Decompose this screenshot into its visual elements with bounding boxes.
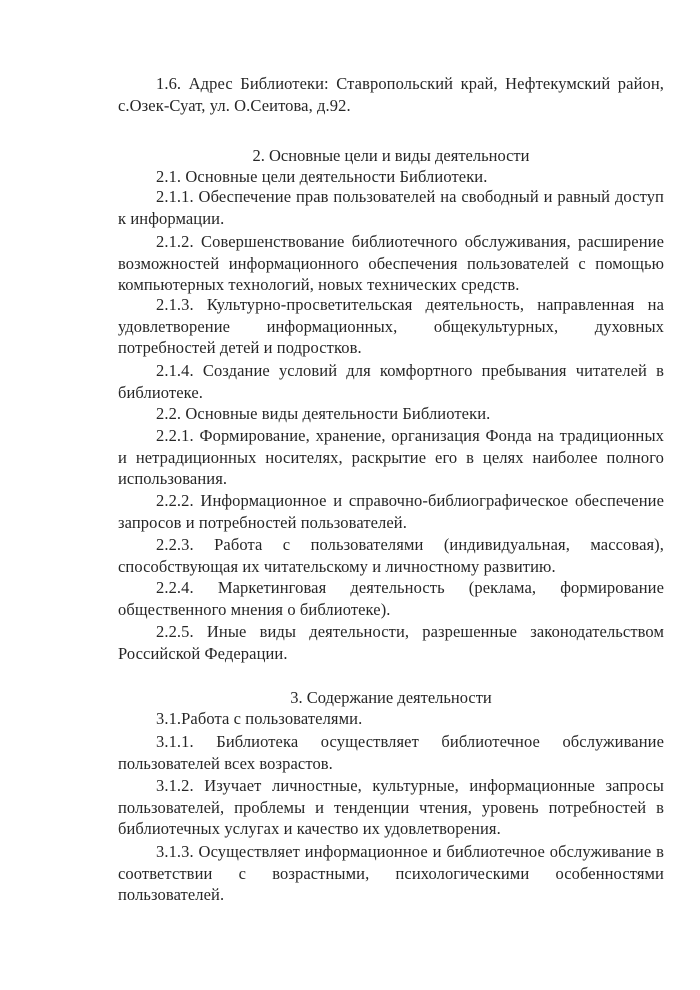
paragraph-2-1-1: 2.1.1. Обеспечение прав пользователей на свободный и равный доступ к информации. <box>118 187 664 228</box>
paragraph-2-1-4: 2.1.4. Создание условий для комфортного пребывания читателей в библиотеке. <box>118 361 664 402</box>
paragraph-2-2: 2.2. Основные виды деятельности Библиотеки. <box>156 404 491 423</box>
paragraph-2-2-5: 2.2.5. Иные виды деятельности, разрешенные законодательством Российской Федерации. <box>118 622 664 663</box>
paragraph-1-6: 1.6. Адрес Библиотеки: Ставропольский край, Нефтекумский район, с.Озек-Суат, ул. О.Сеитова, д.92. <box>118 74 664 115</box>
paragraph-2-2-2: 2.2.2. Информационное и справочно-библиографическое обеспечение запросов и потребностей пользователей. <box>118 491 664 532</box>
paragraph-3-1: 3.1.Работа с пользователями. <box>156 709 363 728</box>
paragraph-2-2-3: 2.2.3. Работа с пользователями (индивидуальная, массовая), способствующая их читательскому и личностному развитию. <box>118 535 664 576</box>
paragraph-3-1-2: 3.1.2. Изучает личностные, культурные, информационные запросы пользователей, проблемы и тенденции чтения, уровень потребностей в библиотечных услугах и качество их удовлетворения. <box>118 776 664 838</box>
section-3-title: 3. Содержание деятельности <box>290 688 492 707</box>
section-2-title: 2. Основные цели и виды деятельности <box>252 146 530 165</box>
paragraph-3-1-1: 3.1.1. Библиотека осуществляет библиотечное обслуживание пользователей всех возрастов. <box>118 732 664 773</box>
paragraph-2-1-3: 2.1.3. Культурно-просветительская деятельность, направленная на удовлетворение информационных, общекультурных, духовных потребностей детей и подростков. <box>118 295 664 357</box>
paragraph-2-2-1: 2.2.1. Формирование, хранение, организация Фонда на традиционных и нетрадиционных носителях, раскрытие его в целях наиболее полного использования. <box>118 426 664 488</box>
paragraph-2-1: 2.1. Основные цели деятельности Библиотеки. <box>156 167 488 186</box>
paragraph-3-1-3: 3.1.3. Осуществляет информационное и библиотечное обслуживание в соответствии с возрастными, психологическими особенностями пользователей. <box>118 842 664 904</box>
paragraph-2-2-4: 2.2.4. Маркетинговая деятельность (реклама, формирование общественного мнения о библиотеке). <box>118 578 664 619</box>
paragraph-2-1-2: 2.1.2. Совершенствование библиотечного обслуживания, расширение возможностей информационного обеспечения пользователей с помощью компьютерных технологий, новых технических средств. <box>118 232 664 294</box>
